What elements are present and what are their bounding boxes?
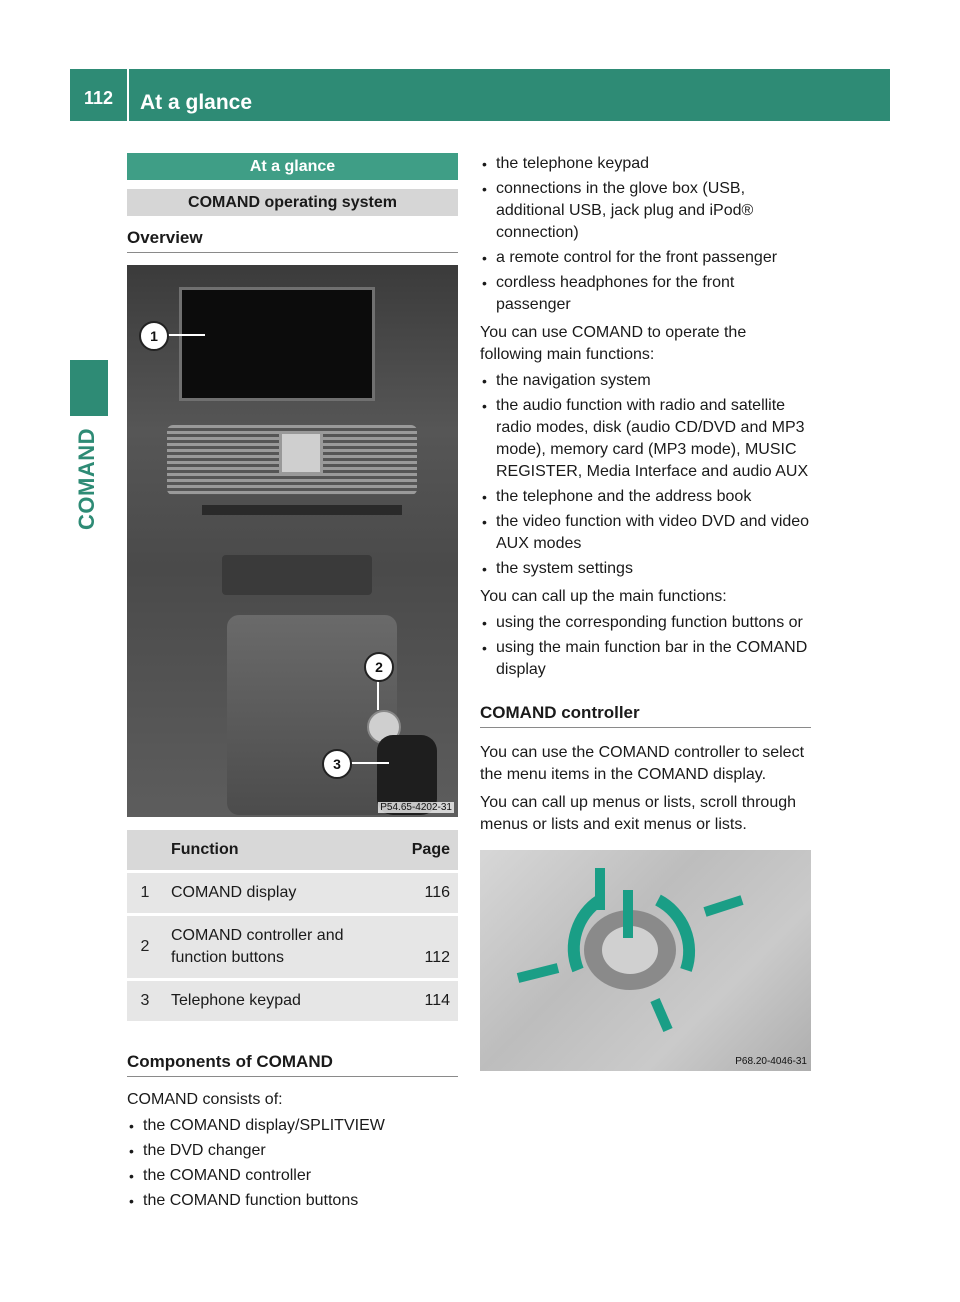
call-intro: You can call up the main functions: — [480, 588, 727, 605]
table-row — [127, 916, 458, 978]
dashboard-photo — [127, 265, 458, 817]
call-list — [480, 612, 811, 681]
section-title: At a glance — [127, 153, 458, 180]
table-header-row — [127, 830, 458, 870]
controller-paragraph-2: You can call up menus or lists, scroll through menus or lists and exit menus or lists. — [480, 794, 797, 833]
controller-heading: COMAND controller — [480, 689, 811, 728]
header-divider — [127, 69, 129, 121]
list-item: • using the corresponding function buttons or — [480, 612, 811, 634]
table-row — [127, 873, 458, 913]
table-header-num — [127, 830, 163, 870]
components-list-continued — [480, 153, 811, 316]
consists-intro: COMAND consists of: — [127, 1091, 283, 1108]
photo-code: P68.20-4046-31 — [735, 1056, 807, 1067]
list-item: • using the main function bar in the COMAND display — [480, 637, 811, 681]
table-row — [127, 981, 458, 1021]
list-item: • the audio function with radio and satellite radio modes, disk (audio CD/DVD and MP3 mode), memory card (MP3 mode), MUSIC REGISTER, Media Interface and audio AUX — [480, 395, 811, 483]
comand-display-image — [179, 287, 375, 401]
functions-intro: You can use COMAND to operate the following main functions: — [480, 324, 747, 363]
table-cell-page: 114 — [392, 981, 458, 1021]
list-item: • the COMAND controller — [127, 1165, 458, 1187]
consists-list — [127, 1115, 458, 1212]
list-item: • the COMAND function buttons — [127, 1190, 458, 1212]
callout-1: 1 — [139, 321, 169, 351]
table-cell-page: 116 — [392, 873, 458, 913]
list-item: • the video function with video DVD and video AUX modes — [480, 511, 811, 555]
list-item: • cordless headphones for the front passenger — [480, 272, 811, 316]
slide-down-arrow-icon — [655, 1000, 668, 1030]
slide-left-arrow-icon — [518, 968, 558, 978]
callout-line-2 — [377, 680, 379, 710]
table-header-function: Function — [163, 830, 392, 870]
callout-line-3 — [349, 762, 389, 764]
clock-image — [279, 431, 323, 475]
list-item: • the navigation system — [480, 370, 811, 392]
table-cell-function: COMAND display — [163, 873, 392, 913]
list-item: • the system settings — [480, 558, 811, 580]
list-item: • connections in the glove box (USB, additional USB, jack plug and iPod® connection) — [480, 178, 811, 244]
table-cell-function: COMAND controller and function buttons — [163, 916, 392, 978]
side-tab-label: COMAND — [74, 428, 99, 530]
subsection-title: COMAND operating system — [127, 189, 458, 216]
list-item: • the COMAND display/SPLITVIEW — [127, 1115, 458, 1137]
list-item: • the telephone keypad — [480, 153, 811, 175]
table-cell-page: 112 — [392, 916, 458, 978]
climate-buttons-image — [202, 505, 402, 515]
list-item: • a remote control for the front passenger — [480, 247, 811, 269]
table-cell-num: 2 — [127, 916, 163, 978]
table-cell-num: 1 — [127, 873, 163, 913]
components-heading: Components of COMAND — [127, 1038, 458, 1077]
list-item: • the DVD changer — [127, 1140, 458, 1162]
storage-tray-image — [222, 555, 372, 595]
side-tab-marker — [70, 360, 108, 416]
table-header-page: Page — [392, 830, 458, 870]
table-cell-function: Telephone keypad — [163, 981, 392, 1021]
controller-illustration — [480, 850, 811, 1071]
overview-heading: Overview — [127, 216, 458, 253]
callout-line-1 — [167, 334, 205, 336]
page-title: At a glance — [140, 91, 253, 114]
controller-paragraph-1: You can use the COMAND controller to select the menu items in the COMAND display. — [480, 744, 805, 783]
slide-right-arrow-icon — [705, 900, 742, 912]
table-cell-num: 3 — [127, 981, 163, 1021]
controller-photo — [480, 850, 811, 1071]
callout-2: 2 — [364, 652, 394, 682]
function-table — [127, 827, 458, 1024]
list-item: • the telephone and the address book — [480, 486, 811, 508]
callout-3: 3 — [322, 749, 352, 779]
functions-list — [480, 370, 811, 580]
right-column — [480, 153, 811, 1071]
left-column — [127, 153, 458, 1215]
photo-code: P54.65-4202-31 — [380, 802, 452, 813]
page-number: 112 — [84, 88, 114, 108]
